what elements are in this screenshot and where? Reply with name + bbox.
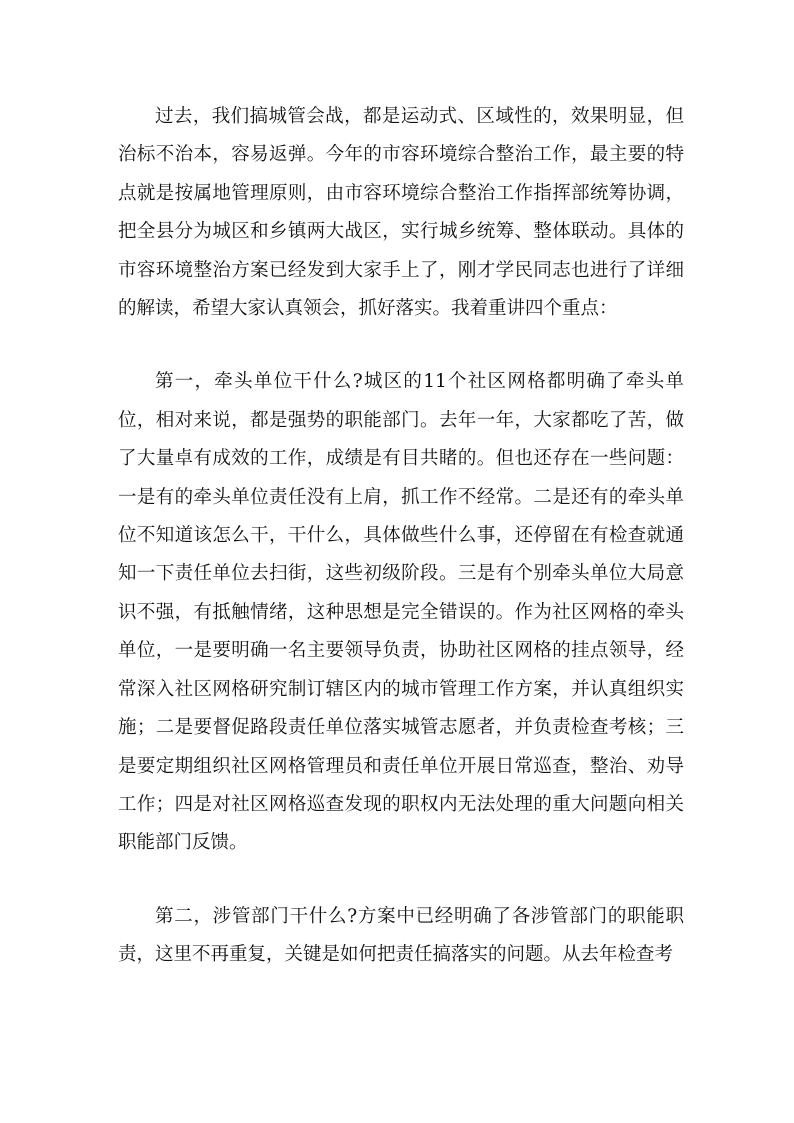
- paragraph-intro: 过去，我们搞城管会战，都是运动式、区域性的，效果明显，但治标不治本，容易返弹。今年的市容环境综合整治工作，最主要的特点就是按属地管理原则，由市容环境综合整治工作指挥部统筹协调，把全县分为城区和乡镇两大战区，实行城乡统筹、整体联动。具体的市容环境整治方案已经发到大家手上了，刚才学民同志也进行了详细的解读，希望大家认真领会，抓好落实。我着重讲四个重点：: [118, 106, 684, 320]
- paragraph-lead-unit: 第一，牵头单位干什么?城区的11个社区网格都明确了牵头单位，相对来说，都是强势的职能部门。去年一年，大家都吃了苦，做了大量卓有成效的工作，成绩是有目共睹的。但也还存在一些问题：一是有的牵头单位责任没有上肩，抓工作不经常。二是还有的牵头单位不知道该怎么干，干什么，具体做些什么事，还停留在有检查就通知一下责任单位去扫街，这些初级阶段。三是有个别牵头单位大局意识不强，有抵触情绪，这种思想是完全错误的。作为社区网格的牵头单位，一是要明确一名主要领导负责，协助社区网格的挂点领导，经常深入社区网格研究制订辖区内的城市管理工作方案，并认真组织实施；二是要督促路段责任单位落实城管志愿者，并负责检查考核；三是要定期组织社区网格管理员和责任单位开展日常巡查，整治、劝导工作；四是对社区网格巡查发现的职权内无法处理的重大问题向相关职能部门反馈。: [118, 371, 684, 854]
- document-body: [118, 98, 684, 975]
- paragraph-related-departments: 第二，涉管部门干什么?方案中已经明确了各涉管部门的职能职责，这里不再重复，关键是如何把责任搞落实的问题。从去年检查考: [118, 905, 684, 966]
